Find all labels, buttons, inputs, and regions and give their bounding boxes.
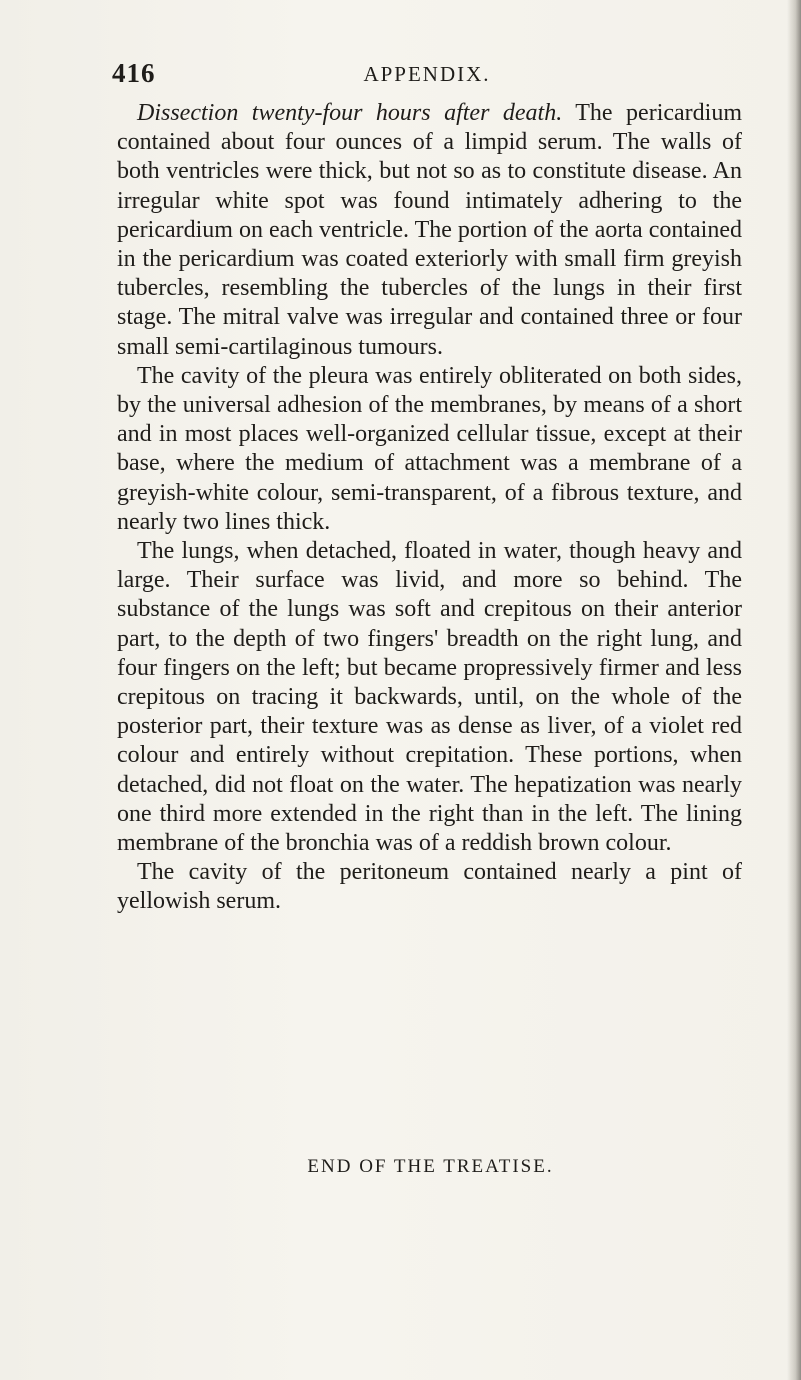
body-text	[117, 99, 742, 917]
end-of-treatise-note: END OF THE TREATISE.	[307, 1156, 554, 1177]
paragraph-lead-italic: Dissection twenty-four hours after death.	[137, 100, 563, 126]
running-title: APPENDIX.	[363, 62, 491, 86]
paragraph-peritoneum: The cavity of the peritoneum contained nearly a pint of yellowish serum.	[117, 859, 742, 915]
paragraph-lungs: The lungs, when detached, floated in water, though heavy and large. Their surface was livid, and more so behind. The substance of the lungs was soft and crepitous on their anterior part, to the depth of two fingers' breadth on the right lung, and four fingers on the left; but became propressively firmer and less crepitous on tracing it backwards, until, on the whole of the posterior part, their texture was as dense as liver, of a violet red colour and entirely without crepitation. These portions, when detached, did not float on the water. The hepatization was nearly one third more extended in the right than in the left. The lining membrane of the bronchia was of a reddish brown colour.	[117, 538, 742, 857]
page-header	[112, 58, 742, 92]
paragraph-text: The pericardium contained about four ounces of a limpid serum. The walls of both ventricles were thick, but not so as to constitute disease. An irregular white spot was found intimately adhering to the pericardium on each ventricle. The portion of the aorta contained in the pericardium was coated exteriorly with small firm greyish tubercles, resembling the tubercles of the lungs in their first stage. The mitral valve was irregular and contained three or four small semi-cartilaginous tumours.	[117, 100, 743, 360]
paragraph-dissection	[117, 99, 742, 362]
page-number: 416	[112, 58, 156, 88]
paragraph-pleura: The cavity of the pleura was entirely obliterated on both sides, by the universal adhesion of the membranes, by means of a short and in most places well-organized cellular tissue, except at their base, where the medium of attachment was a membrane of a greyish-white colour, semi-transparent, of a fibrous texture, and nearly two lines thick.	[117, 362, 742, 535]
